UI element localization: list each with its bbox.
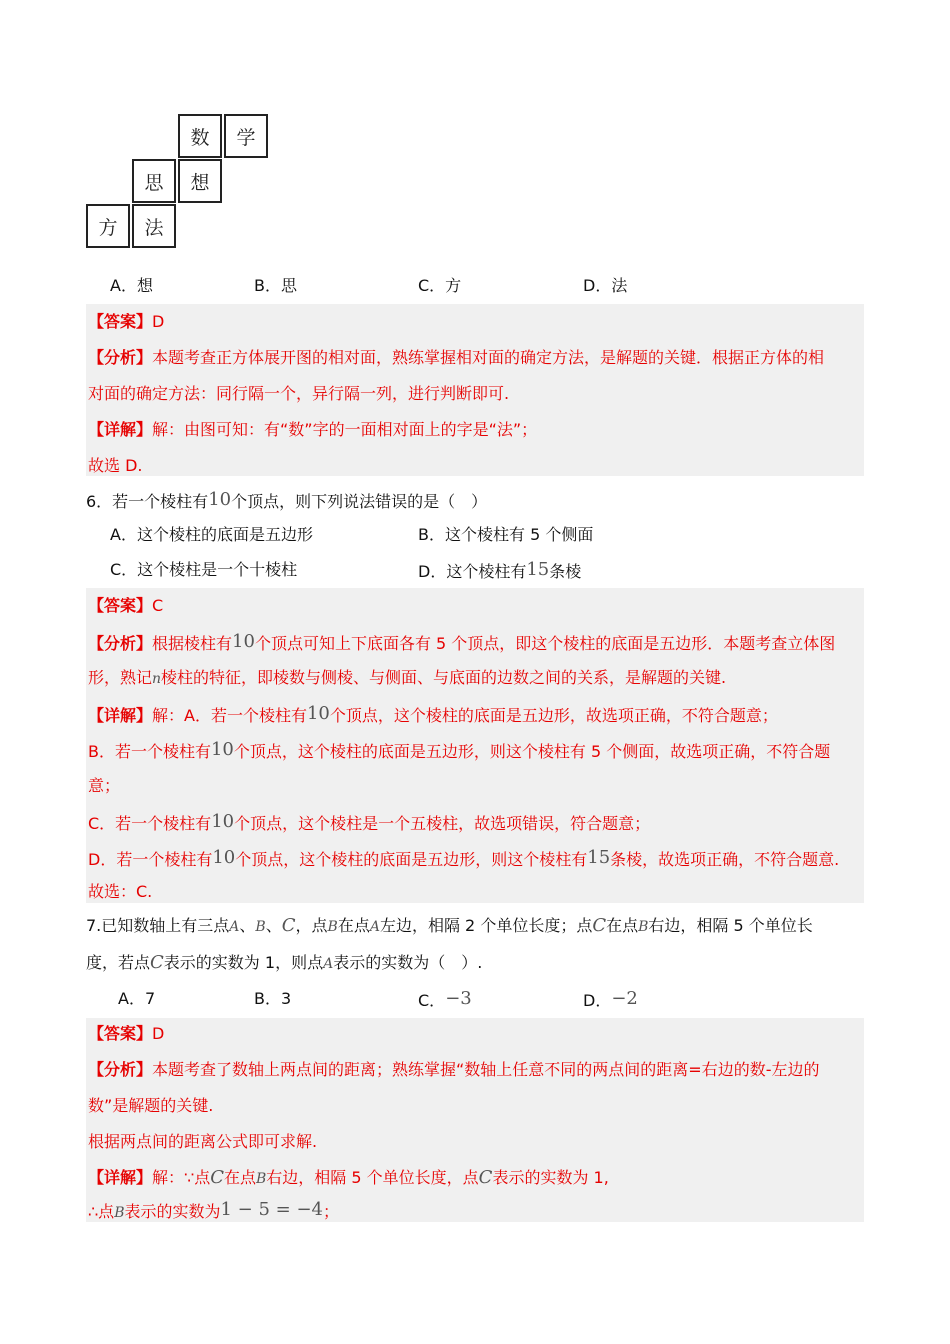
answer-value: C <box>152 596 164 615</box>
analysis-text: 本题考查正方体展开图的相对面，熟练掌握相对面的确定方法，是解题的关键．根据正方体的相 <box>152 348 825 367</box>
q5-option-a: A．想 <box>110 276 153 295</box>
q7-option-d: D．−2 <box>583 988 638 1010</box>
net-cell: 数 <box>178 114 222 158</box>
analysis-label: 【分析】 <box>88 1060 153 1079</box>
q6-stem: 6．若一个棱柱有10个顶点，则下列说法错误的是（ ） <box>86 489 488 511</box>
analysis-label: 【分析】 <box>88 348 153 367</box>
q7-option-a: A．7 <box>118 989 156 1008</box>
q6-option-b: B．这个棱柱有 5 个侧面 <box>418 525 594 544</box>
analysis-label: 【分析】 <box>88 634 153 653</box>
q6-option-d: D．这个棱柱有15条棱 <box>418 559 582 581</box>
q5-option-c: C．方 <box>418 276 462 295</box>
detail-label: 【详解】 <box>88 420 153 439</box>
q6-option-c: C．这个棱柱是一个十棱柱 <box>110 560 298 579</box>
net-cell: 想 <box>178 159 222 203</box>
q7-stem-line-2: 度，若点C表示的实数为 1，则点A表示的实数为（ ）. <box>86 952 483 973</box>
answer-label: 【答案】 <box>88 596 153 615</box>
answer-value: D <box>152 312 165 331</box>
net-cell: 学 <box>224 114 268 158</box>
q7-option-b: B．3 <box>254 989 292 1008</box>
q7-solution: 【答案】D 【分析】本题考查了数轴上两点间的距离；熟练掌握“数轴上任意不同的两点间的距离=右边的数-左边的 数”是解题的关键. 根据两点间的距离公式即可求解. 【详解】解：∵点C在点B右边，相隔 5 个单位长度，点C表示的实数为 1, ∴点B表示的实数为1 − 5 = −4； <box>86 1018 864 1222</box>
q6-option-a: A．这个棱柱的底面是五边形 <box>110 525 313 544</box>
q7-stem-line-1: 7.已知数轴上有三点A、B、C，点B在点A左边，相隔 2 个单位长度；点C在点B右边，相隔 5 个单位长 <box>86 915 813 936</box>
q5-option-b: B．思 <box>254 276 297 295</box>
detail-label: 【详解】 <box>88 1168 153 1187</box>
net-cell: 法 <box>132 204 176 248</box>
answer-label: 【答案】 <box>88 1024 153 1043</box>
detail-text: 故选 D. <box>88 456 143 475</box>
q5-option-d: D．法 <box>583 276 628 295</box>
answer-value: D <box>152 1024 165 1043</box>
q6-solution: 【答案】C 【分析】根据棱柱有10个顶点可知上下底面各有 5 个顶点，即这个棱柱的底面是五边形．本题考查立体图 形，熟记n棱柱的特征，即棱数与侧棱、与侧面、与底面的边数之间的关系，是解题的关键. 【详解】解：A．若一个棱柱有10个顶点，这个棱柱的底面是五边形，故选项正确，不符合题意； B．若一个棱柱有10个顶点，这个棱柱的底面是五边形，则这个棱柱有 5 个侧面，故选项正确，不符合题 意； C．若一个棱柱有10个顶点，这个棱柱是一个五棱柱，故选项错误，符合题意； D．若一个棱柱有10个顶点，这个棱柱的底面是五边形，则这个棱柱有15条棱，故选项正确，不符合题意. 故选：C. <box>86 588 864 903</box>
q7-option-c: C．−3 <box>418 988 472 1010</box>
q5-solution <box>86 304 864 476</box>
analysis-text: 对面的确定方法：同行隔一个，异行隔一列，进行判断即可. <box>88 384 510 403</box>
detail-label: 【详解】 <box>88 706 153 725</box>
net-cell: 思 <box>132 159 176 203</box>
answer-label: 【答案】 <box>88 312 153 331</box>
net-cell: 方 <box>86 204 130 248</box>
detail-text: 解：由图可知：有“数”字的一面相对面上的字是“法”； <box>152 420 538 439</box>
